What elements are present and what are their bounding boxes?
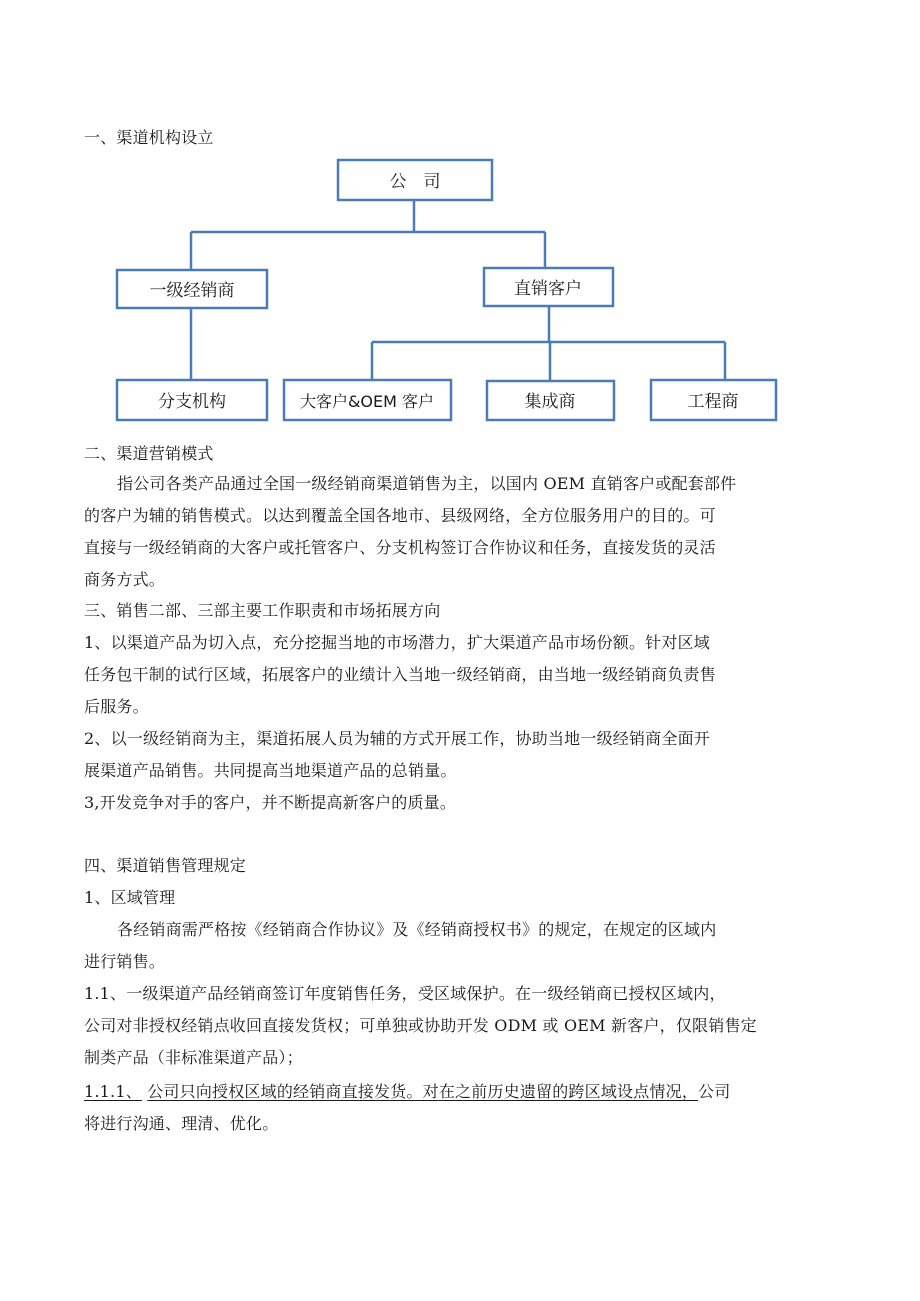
plain-text: 公司	[698, 1082, 731, 1101]
org-label-contractor: 工程商	[687, 392, 739, 412]
paragraph-line: 2、以一级经销商为主，渠道拓展人员为辅的方式开展工作，协助当地一级经销商全面开	[84, 729, 710, 748]
paragraph-line: 任务包干制的试行区域，拓展客户的业绩计入当地一级经销商，由当地一级经销商负责售	[84, 665, 716, 684]
paragraph-line: 直接与一级经销商的大客户或托管客户、分支机构签订合作协议和任务，直接发货的灵活	[84, 538, 716, 557]
org-label-direct-customer: 直销客户	[514, 279, 582, 299]
paragraph-line: 的客户为辅的销售模式。以达到覆盖全国各地市、县级网络，全方位服务用户的目的。可	[84, 506, 716, 525]
paragraph-line: 公司对非授权经销点收回直接发货权；可单独或协助开发 ODM 或 OEM 新客户，仅限销售定	[84, 1016, 757, 1035]
org-chart	[0, 0, 920, 430]
paragraph-line: 商务方式。	[84, 570, 166, 589]
paragraph-line: 制类产品（非标准渠道产品）；	[84, 1048, 303, 1067]
heading-channel-setup: 一、渠道机构设立	[84, 128, 214, 147]
clause-number: 1.1.1、	[84, 1082, 142, 1101]
org-label-branch: 分支机构	[158, 392, 226, 412]
heading-marketing-mode: 二、渠道营销模式	[84, 444, 214, 463]
paragraph-line: 1、以渠道产品为切入点，充分挖掘当地的市场潜力，扩大渠道产品市场份额。针对区域	[84, 633, 710, 652]
underlined-text: 公司只向授权区域的经销商直接发货。对在之前历史遗留的跨区域设点情况，	[147, 1082, 699, 1101]
paragraph-line: 将进行沟通、理清、优化。	[84, 1114, 279, 1133]
heading-sales-rules: 四、渠道销售管理规定	[84, 856, 247, 875]
paragraph-line: 各经销商需严格按《经销商合作协议》及《经销商授权书》的规定，在规定的区域内	[117, 920, 717, 939]
paragraph-line-underlined	[84, 1081, 730, 1103]
paragraph-line: 3,开发竞争对手的客户，并不断提高新客户的质量。	[84, 793, 457, 812]
org-label-distributor: 一级经销商	[149, 281, 235, 301]
paragraph-line: 后服务。	[84, 697, 149, 716]
org-label-key-account: 大客户&OEM 客户	[299, 392, 435, 411]
subheading-region: 1、区域管理	[84, 888, 176, 907]
org-label-integrator: 集成商	[524, 392, 576, 412]
paragraph-line: 指公司各类产品通过全国一级经销商渠道销售为主，以国内 OEM 直销客户或配套部件	[117, 474, 737, 493]
org-connectors	[191, 200, 725, 381]
paragraph-line: 展渠道产品销售。共同提高当地渠道产品的总销量。	[84, 761, 457, 780]
paragraph-line: 进行销售。	[84, 952, 166, 971]
org-label-company: 公 司	[389, 172, 441, 192]
paragraph-line: 1.1、一级渠道产品经销商签订年度销售任务，受区域保护。在一级经销商已授权区域内，	[84, 984, 726, 1003]
heading-responsibilities: 三、销售二部、三部主要工作职责和市场拓展方向	[84, 601, 441, 620]
